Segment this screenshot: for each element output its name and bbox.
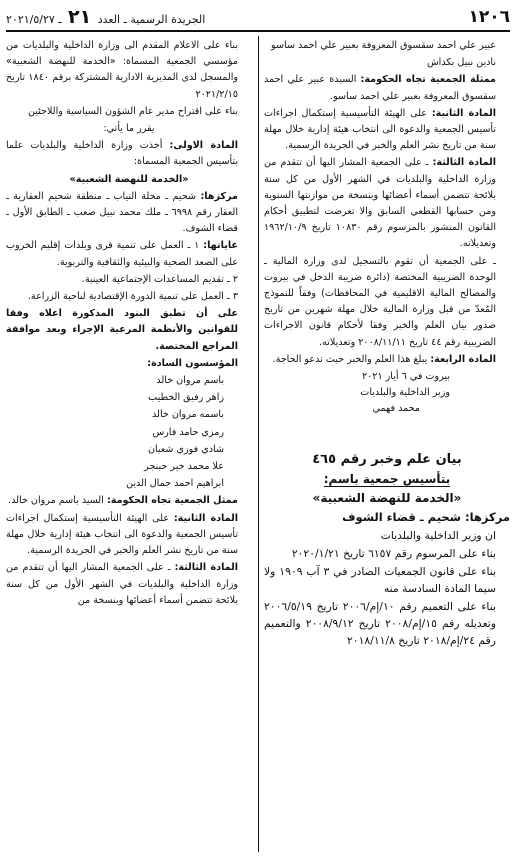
announcement-hq: مركزها: شحيم ـ قضاء الشوف (342, 510, 510, 525)
announcement-subject: بتأسيس جمعية باسم: (323, 472, 451, 487)
gazette-name: الجريدة الرسمية ـ العدد (97, 13, 206, 26)
article-2-label: المادة الثانية: (431, 107, 496, 119)
signature-place-date: بيروت في ٦ أيار ٢٠٢١ (362, 371, 450, 383)
issue-date: ـ ٢٠٢١/٥/٢٧ (6, 13, 62, 26)
goal-3: ٣ ـ العمل على تنمية الدورة الإقتصادية لناحية الزراعة. (27, 291, 238, 303)
announcement-number: بيان علم وخبر رقم ٤٦٥ (312, 452, 462, 468)
article-4-text: يبلغ هذا العلم والخبر حيث تدعو الحاجة. (272, 353, 431, 365)
representative-paragraph (264, 72, 510, 104)
representative-label: ممثلة الجمعية تجاه الحكومة: (360, 74, 496, 86)
intro-paragraph: بناء على الاعلام المقدم الى وزارة الداخلية والبلديات من مؤسسي الجمعية المسماة: «الخدمة للنهضة الشعبية» والمسجل لدى المديرية الادارية المشتركة برقم ١٨٤٠ تاريخ ٢٠٢١/٢/١٥ (6, 40, 239, 100)
decides-line: يقرر ما يأتي: (103, 123, 155, 135)
announcement-heading (264, 450, 510, 526)
headquarters-label: مركزها: (200, 190, 238, 202)
header-rule (6, 30, 510, 32)
left-article-2 (6, 511, 252, 560)
column-divider (258, 36, 259, 852)
signature-name: محمد فهمي (372, 403, 420, 415)
left-column (6, 38, 252, 852)
decree-ref: بناء على المرسوم رقم ٦١٥٧ تاريخ ٢٠٢٠/١/٢١ (291, 547, 496, 561)
condition-paragraph: على أن تطبق البنود المذكورة اعلاه وفقا للقوانين والأنظمة المرعية الإجراء وبعد موافقة المراجع المختصة. (6, 308, 238, 352)
gazette-title (6, 6, 205, 28)
founder-name: رمزي حامد فارس (152, 426, 224, 438)
issue-number: ٢١ (68, 6, 92, 28)
left-article-3-text: ـ على الجمعية المشار اليها أن تتقدم من وزارة الداخلية والبلديات في الشهر الأول من كل سنة بلائحة تتضمن أسماء أعضائها وبنسخة من (6, 562, 238, 606)
page-number: ١٢٠٦ (468, 7, 510, 27)
founder-name: باسم مروان خالد (156, 375, 224, 387)
announcement-body (264, 527, 510, 649)
signature-block (264, 369, 510, 416)
founder-name: ابراهيم احمد جمال الدين (126, 478, 224, 490)
article-1 (6, 138, 252, 170)
page-header (6, 4, 510, 30)
founder-name: شادي فوزي شعبان (147, 443, 224, 455)
founders-title: المؤسسون السادة: (147, 357, 238, 369)
goals-text: ١ ـ العمل على تنمية قرى وبلدات إقليم الخروب على الصعد الصحية والبيئية والثقافية والتربوية. (6, 240, 238, 268)
goals (6, 238, 252, 270)
founder-name: علا محمد خير حبنجر (144, 461, 224, 473)
right-column (264, 38, 510, 852)
law-ref: بناء على قانون الجمعيات الصادر في ٣ آب ١٩٠٩ ولا سيما المادة السادسة منه (264, 565, 497, 596)
left-representative (6, 493, 252, 509)
left-article-3 (6, 560, 252, 609)
article-2 (264, 106, 510, 155)
goal-2: ٢ ـ تقديم المساعدات الإجتماعية العينية. (81, 273, 238, 285)
announcement-assoc-name: «الخدمة للنهضة الشعبية» (312, 491, 462, 506)
article-4 (264, 352, 510, 368)
left-article-2-label: المادة الثانية: (173, 512, 238, 524)
intro-paragraph-2: بناء على اقتراح مدير عام الشؤون السياسية واللاجئين (27, 105, 238, 117)
representative-text: السيدة عبير علي احمد سقسوق المعروفة بعبير علي احمد ساسو. (264, 74, 496, 102)
article-3-label: المادة الثالثة: (432, 157, 496, 169)
article-4-label: المادة الرابعة: (430, 353, 496, 365)
founder-name: زاهر رفيق الخطيب (148, 392, 224, 404)
tax-registration-paragraph: ـ على الجمعية أن تقوم بالتسجيل لدى وزارة المالية ـ الوحدة الضريبية المختصة (دائرة ضريبة الدخل في بيروت والمصالح المالية الاقليمية في المحافظات) وفقاً للنموذج المُعدّ من قبل وزارة المالية خلال مهلة شهرين من تاريخ صدور بيان العلم والخبر وفقا لأحكام قانون الاجراءات الضريبية رقم ٤٤ تاريخ ٢٠٠٨/١١/١١ وتعديلاته. (264, 255, 496, 348)
left-article-2-text: على الهيئة التأسيسية إستكمال اجراءات تأسيس الجمعية والدعوة الى انتخاب هيئة إدارية خلال مهلة سنة من تاريخ نشر العلم والخبر في الجريدة الرسمية. (6, 512, 238, 557)
founder-name: باسمه مروان خالد (151, 409, 224, 421)
minister-line: ان وزير الداخلية والبلديات (380, 529, 496, 543)
signature-title: وزير الداخلية والبلديات (360, 387, 450, 399)
article-1-label: المادة الاولى: (169, 140, 238, 152)
article-2-text: على الهيئة التأسيسية إستكمال اجراءات تأسيس الجمعية والدعوة الى انتخاب هيئة إدارية خلال مهلة سنة من تاريخ نشر العلم والخبر في الجريدة الرسمية. (264, 107, 496, 152)
left-article-3-label: المادة الثالثة: (174, 562, 238, 574)
article-1-text: أخذت وزارة الداخلية والبلديات علما بتأسيس الجمعية المسماة: (6, 140, 238, 168)
left-representative-text: السيد باسم مروان خالد. (8, 495, 107, 507)
headquarters (6, 189, 252, 238)
left-representative-label: ممثل الجمعية تجاه الحكومة: (106, 495, 238, 507)
member-name: عبير علي احمد سقسوق المعروفة بعبير علي احمد ساسو (271, 40, 496, 51)
article-3-text: ـ على الجمعية المشار اليها أن تتقدم من وزارة الداخلية والبلديات في الشهر الأول من كل سنة بلائحة تتضمن أسماء أعضائها وبنسخة من موازنتها السنوية ومن حسابها القطعي السابق والا تعرضت لتطبيق أحكام القانون المنشور بالمرسوم رقم ١٠٨٣٠ تاريخ ١٩٦٢/١٠/٩ وتعديلاته. (264, 157, 496, 250)
goals-label: غاياتها: (203, 240, 238, 252)
article-3 (264, 155, 510, 252)
circular-ref: بناء على التعميم رقم ١٠/إم/٢٠٠٦ تاريخ ٢٠٠٦/٥/١٩ وتعديله رقم ١٥/إم/٢٠٠٨ تاريخ ٢٠٠٨/٩/١٢ والتعميم رقم ٢٤/إم/٢٠١٨ تاريخ ٢٠١٨/١١/٨ (264, 600, 497, 648)
headquarters-text: شحيم ـ محلة التياب ـ منطقة شحيم العقارية ـ العقار رقم ٦٩٩٨ ـ ملك محمد نبيل صعب ـ الطابق الأول ـ قضاء الشوف. (6, 190, 238, 235)
association-name: «الخدمة للنهضة الشعبية» (69, 173, 189, 185)
member-name: نادين نبيل بكداش (426, 57, 496, 69)
